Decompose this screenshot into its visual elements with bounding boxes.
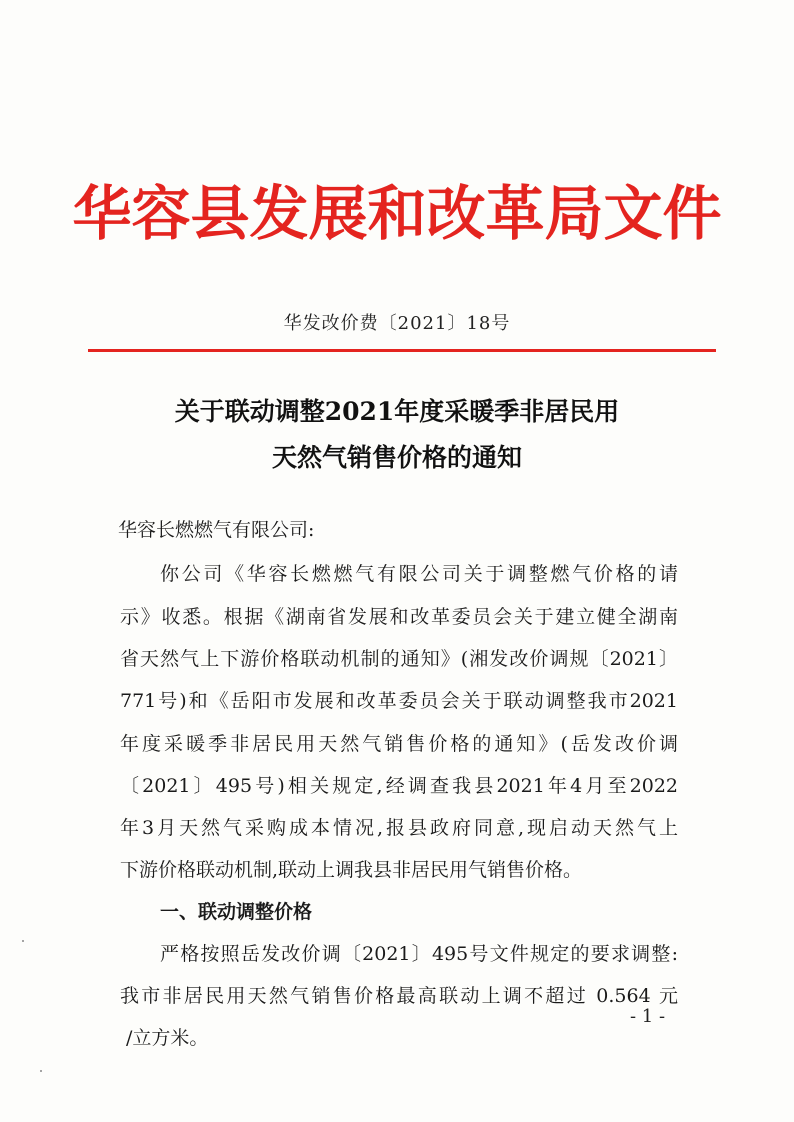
paragraph-line: 〔2021〕495号)相关规定,经调查我县2021年4月至2022 — [120, 775, 678, 797]
paragraph-line: 我市非居民用天然气销售价格最高联动上调不超过 0.564 元 — [120, 985, 678, 1007]
paragraph-line: 省天然气上下游价格联动机制的通知》(湘发改价调规〔2021〕 — [120, 648, 678, 670]
scan-speck — [40, 1070, 42, 1072]
masthead-title: 华容县发展和改革局文件 — [72, 179, 722, 248]
addressee: 华容长燃燃气有限公司: — [118, 519, 315, 541]
paragraph-line: 示》收悉。根据《湖南省发展和改革委员会关于建立健全湖南 — [120, 606, 678, 628]
page-number: - 1 - — [630, 1006, 666, 1027]
paragraph-line: 年3月天然气采购成本情况,报县政府同意,现启动天然气上 — [120, 817, 678, 839]
paragraph-line: 你公司《华容长燃燃气有限公司关于调整燃气价格的请 — [160, 563, 678, 585]
scan-speck — [22, 940, 24, 942]
red-divider-line — [88, 349, 716, 352]
paragraph-line: 下游价格联动机制,联动上调我县非居民用气销售价格。 — [120, 859, 583, 881]
notice-title-line-1: 关于联动调整2021年度采暖季非居民用 — [174, 397, 620, 426]
document-number: 华发改价费〔2021〕18号 — [283, 313, 511, 334]
paragraph-line: /立方米。 — [126, 1027, 209, 1049]
section-heading: 一、联动调整价格 — [160, 901, 313, 923]
paragraph-line: 771号)和《岳阳市发展和改革委员会关于联动调整我市2021 — [120, 690, 678, 712]
paragraph-line: 年度采暖季非居民用天然气销售价格的通知》(岳发改价调 — [120, 733, 678, 755]
paragraph-line: 严格按照岳发改价调〔2021〕495号文件规定的要求调整: — [160, 943, 678, 965]
notice-title-line-2: 天然气销售价格的通知 — [271, 443, 522, 472]
